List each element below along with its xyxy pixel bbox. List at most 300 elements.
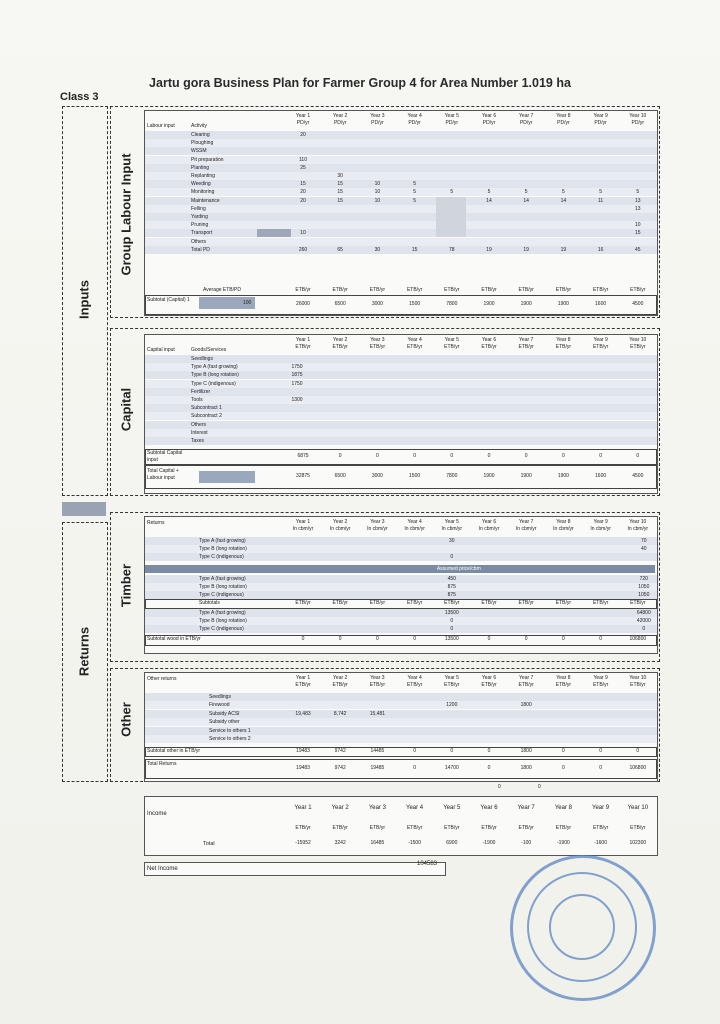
subtotal-cell: 1900 — [520, 301, 532, 307]
value-cell: 5 — [413, 197, 416, 204]
value-cell: 42000 — [636, 618, 651, 624]
subtotals-unit: ETB/yr — [444, 600, 460, 606]
subtotal-cell: 6875 — [297, 453, 309, 459]
year-header: Year 8 — [556, 675, 571, 681]
year-header: Year 10 — [629, 337, 647, 343]
unit-header: ETB/yr — [518, 825, 534, 831]
total-cell: 1600 — [595, 473, 607, 479]
year-header: Year 5 — [443, 805, 461, 811]
row-label: Tools — [191, 397, 203, 403]
other-label: Other — [118, 702, 134, 737]
table-row — [145, 147, 657, 155]
value-cell: 1875 — [291, 372, 303, 379]
value-cell: 1300 — [291, 397, 303, 403]
subtotals-unit: ETB/yr — [406, 600, 423, 606]
unit-header: ETB/yr — [369, 344, 386, 350]
avg-unit: ETB/yr — [592, 287, 609, 293]
value-cell: 19 — [523, 246, 529, 253]
subtotal-small: 100 — [243, 300, 252, 306]
subtotal-cell: 1600 — [595, 301, 607, 307]
subtotal-cell: 0 — [599, 453, 602, 459]
value-cell: 10 — [300, 230, 306, 237]
subtotal-cell: 0 — [524, 453, 528, 459]
year-header: Year 10 — [629, 113, 647, 119]
year-header: Year 5 — [444, 675, 459, 681]
avg-unit: ETB/yr — [630, 287, 646, 293]
unit-header: ETB/yr — [630, 344, 646, 350]
avg-unit: ETB/yr — [555, 287, 572, 293]
year-header: Year 4 — [407, 675, 422, 681]
total-label: Total Returns — [147, 761, 177, 767]
value-cell: 875 — [447, 592, 456, 598]
value-cell: 0 — [450, 618, 454, 624]
unit-header: ETB/yr — [406, 682, 423, 688]
other-under-1: 0 — [498, 784, 501, 790]
unit-header: ETB/yr — [295, 825, 311, 831]
subtotal-cell: 0 — [599, 748, 602, 754]
subtotal-cell: 0 — [636, 453, 640, 459]
unit-header: ETB/yr — [555, 344, 572, 350]
table-row — [145, 421, 657, 429]
subtotal-cell: 0 — [524, 636, 528, 642]
row-label: Type B (long rotation) — [199, 618, 247, 624]
value-cell: 1050 — [638, 592, 650, 598]
value-cell: 15 — [411, 246, 418, 253]
value-cell: 0 — [450, 554, 454, 560]
row-label: Subsidy other — [209, 719, 240, 726]
unit-header: ETB/yr — [518, 344, 534, 350]
subtotal-cell: 0 — [376, 636, 379, 642]
total-cell: 19483 — [296, 765, 310, 771]
row-label: Interest — [191, 429, 208, 436]
subtotal-cell: 14485 — [370, 748, 385, 754]
table-row — [145, 429, 657, 437]
value-cell: 13500 — [444, 610, 459, 616]
other-col0-header: Other returns — [147, 676, 177, 682]
subtotal-cell: 0 — [636, 748, 640, 754]
value-cell: 1050 — [638, 584, 650, 590]
subtotal-cell: 19483 — [296, 748, 310, 754]
avg-unit: ETB/yr — [369, 287, 386, 293]
timber-table — [144, 516, 658, 654]
year-header: Year 2 — [331, 805, 349, 811]
unit-header: ETB/yr — [295, 682, 311, 688]
value-cell: 720 — [639, 576, 648, 582]
value-cell: 14 — [560, 197, 567, 204]
row-label: Ploughing — [191, 140, 214, 147]
row-label: Taxes — [191, 438, 205, 444]
unit-header: PD/yr — [631, 120, 645, 126]
table-row — [145, 238, 657, 246]
unit-header: ETB/yr — [592, 682, 609, 688]
subtotal-cell: 1900 — [557, 301, 569, 307]
total-cell: 0 — [413, 765, 416, 771]
table-row — [145, 221, 657, 229]
income-col0-header: Income — [147, 811, 167, 817]
table-row — [145, 213, 657, 221]
subtotals-unit: ETB/yr — [369, 600, 386, 606]
year-header: Year 6 — [481, 113, 497, 119]
subtotal-cell: 0 — [562, 748, 565, 754]
row-label: Seedlings — [191, 356, 213, 362]
unit-header: In cbm/yr — [292, 526, 314, 532]
row-label: Type A (fast growing) — [199, 610, 246, 616]
subtotal-label: Subtotal (Capital) 1 — [147, 297, 190, 303]
subtotal-cell: 106800 — [629, 636, 647, 642]
value-cell: 5 — [413, 181, 416, 188]
value-cell: 8,742 — [333, 710, 347, 717]
table-row — [145, 388, 657, 396]
total-cell: 19485 — [370, 765, 385, 771]
unit-header: ETB/yr — [481, 344, 497, 350]
year-header: Year 3 — [368, 805, 386, 811]
year-header: Year 9 — [593, 519, 608, 525]
year-header: Year 6 — [480, 805, 498, 811]
unit-header: PD/yr — [557, 120, 570, 126]
unit-header: ETB/yr — [295, 344, 311, 350]
row-label: Pruning — [191, 222, 209, 229]
avg-unit: ETB/yr — [332, 287, 348, 293]
unit-header: ETB/yr — [332, 344, 348, 350]
year-header: Year 9 — [593, 337, 608, 343]
unit-header: PD/yr — [408, 120, 421, 126]
year-header: Year 8 — [556, 337, 571, 343]
row-label: Pit preparation — [191, 156, 224, 163]
year-header: Year 5 — [444, 113, 459, 119]
total-cell: -100 — [521, 840, 532, 846]
unit-header: ETB/yr — [444, 682, 460, 688]
net-income-label: Net Income — [147, 866, 178, 872]
year-header: Year 9 — [593, 113, 608, 119]
total-cell: 1900 — [520, 473, 532, 479]
value-cell: 14 — [523, 197, 529, 204]
value-cell: 30 — [374, 246, 381, 253]
row-label: Subsidy ACSI — [209, 710, 240, 717]
row-label: Planting — [191, 164, 210, 171]
total-cell: 102300 — [629, 840, 647, 846]
value-cell: 11 — [597, 197, 604, 204]
avg-unit: ETB/yr — [518, 287, 534, 293]
subtotals-unit: ETB/yr — [555, 600, 572, 606]
table-row — [145, 396, 657, 404]
unit-header: ETB/yr — [518, 682, 534, 688]
table-row — [145, 355, 657, 363]
avg-unit: ETB/yr — [444, 287, 460, 293]
unit-header: ETB/yr — [630, 825, 646, 831]
unit-header: ETB/yr — [630, 682, 646, 688]
total-label: Total — [203, 841, 215, 847]
year-header: Year 1 — [295, 519, 311, 525]
subtotal-cell: 26000 — [296, 301, 310, 307]
year-header: Year 6 — [481, 519, 497, 525]
value-cell: 19 — [486, 246, 492, 253]
table-row — [145, 437, 657, 445]
year-header: Year 1 — [295, 337, 311, 343]
subtotals-unit: ETB/yr — [295, 600, 311, 606]
value-cell: 15 — [337, 181, 343, 188]
unit-header: PD/yr — [519, 120, 533, 126]
value-cell: 10 — [374, 189, 381, 196]
row-label: Type C (indigenous) — [199, 592, 244, 598]
document-title: Jartu gora Business Plan for Farmer Group 4 for Area Number 1.019 ha — [149, 76, 571, 90]
year-header: Year 7 — [519, 113, 534, 119]
total-cell: 3242 — [334, 840, 346, 846]
total-cell: -1900 — [556, 840, 570, 846]
highlight-cell — [257, 229, 291, 237]
unit-header: ETB/yr — [555, 825, 572, 831]
year-header: Year 10 — [629, 519, 647, 525]
subtotal-cell: 0 — [487, 453, 491, 459]
value-cell: 1750 — [291, 364, 303, 371]
row-label: Type A (fast growing) — [199, 538, 246, 544]
row-label: Total PD — [191, 246, 210, 253]
separator-block — [62, 502, 106, 516]
total-cell: -1900 — [482, 840, 496, 846]
year-header: Year 7 — [517, 805, 535, 811]
year-header: Year 3 — [370, 337, 385, 343]
year-header: Year 5 — [444, 337, 459, 343]
row-label: WSSM — [191, 148, 207, 155]
avg-unit: ETB/yr — [406, 287, 423, 293]
value-cell: 0 — [642, 626, 646, 632]
value-cell: 5 — [562, 189, 565, 196]
year-header: Year 8 — [554, 805, 572, 811]
year-header: Year 7 — [519, 337, 534, 343]
subtotal-cell: 0 — [338, 453, 342, 459]
unit-header: ETB/yr — [332, 682, 348, 688]
value-cell: 5 — [636, 189, 640, 196]
total-cell: 6500 — [334, 473, 346, 479]
year-header: Year 9 — [592, 805, 610, 811]
total-cell: 0 — [599, 765, 602, 771]
subtotal-cell: 0 — [413, 636, 416, 642]
unit-header: PD/yr — [371, 120, 384, 126]
year-header: Year 7 — [519, 519, 534, 525]
subtotal-cell: 1500 — [409, 301, 421, 307]
value-cell: 30 — [449, 538, 455, 544]
unit-header: PD/yr — [594, 120, 607, 126]
value-cell: 15 — [300, 181, 306, 188]
subtotal-cell: 0 — [599, 636, 602, 642]
labour-col0-header: Labour input — [147, 123, 175, 129]
table-row — [145, 172, 657, 180]
total-label: Total Capital + Labour input — [147, 468, 179, 481]
unit-header: ETB/yr — [406, 344, 423, 350]
subtotal-cell: 3000 — [371, 301, 383, 307]
year-header: Year 4 — [406, 805, 424, 811]
unit-header: PD/yr — [296, 120, 310, 126]
total-cell: 3000 — [371, 473, 383, 479]
row-label: Others — [191, 421, 207, 428]
row-label: Subcontract 2 — [191, 413, 222, 420]
value-cell: 65 — [337, 246, 343, 253]
timber-col0-header: Returns — [147, 520, 165, 526]
unit-header: In cbm/yr — [367, 526, 388, 532]
unit-header: ETB/yr — [444, 344, 460, 350]
price-bar — [145, 565, 655, 573]
table-row — [145, 131, 657, 139]
row-label: Type C (indigenous) — [199, 554, 244, 560]
value-cell: 875 — [447, 584, 456, 590]
total-cell: 16485 — [370, 840, 385, 846]
value-cell: 20 — [300, 197, 306, 204]
year-header: Year 8 — [556, 113, 571, 119]
table-row — [145, 164, 657, 172]
year-header: Year 4 — [407, 519, 422, 525]
value-cell: 5 — [599, 189, 602, 196]
avg-unit: ETB/yr — [295, 287, 311, 293]
returns-label: Returns — [76, 626, 92, 677]
value-cell: 5 — [524, 189, 528, 196]
highlight-column — [436, 197, 466, 237]
value-cell: 0 — [450, 626, 454, 632]
value-cell: 5 — [487, 189, 491, 196]
value-cell: 15,481 — [369, 710, 386, 717]
subtotals-unit: ETB/yr — [481, 600, 497, 606]
unit-header: ETB/yr — [332, 825, 348, 831]
year-header: Year 1 — [295, 675, 311, 681]
total-cell: -15952 — [295, 840, 311, 846]
value-cell: 20 — [300, 132, 306, 138]
unit-header: In cbm/yr — [478, 526, 500, 532]
value-cell: 10 — [374, 197, 381, 204]
total-cell: 7800 — [446, 473, 458, 479]
year-header: Year 1 — [295, 113, 311, 119]
year-header: Year 4 — [407, 113, 422, 119]
official-stamp — [510, 855, 656, 1001]
row-label: Type C (indigenous) — [199, 626, 244, 632]
value-cell: 30 — [337, 173, 343, 179]
value-cell: 1750 — [291, 380, 303, 387]
row-label: Service to others 1 — [209, 727, 251, 734]
table-row — [145, 139, 657, 147]
total-cell: 1800 — [520, 765, 532, 771]
subtotal-label: Subtotal Capital input — [147, 450, 183, 463]
row-label: Weeding — [191, 181, 211, 188]
year-header: Year 2 — [333, 519, 348, 525]
unit-header: In cbm/yr — [515, 526, 537, 532]
subtotals-label: Subtotals — [199, 600, 220, 606]
year-header: Year 8 — [556, 519, 571, 525]
year-header: Year 10 — [627, 805, 649, 811]
other-under-2: 0 — [538, 784, 541, 790]
year-header: Year 6 — [481, 675, 497, 681]
inputs-label: Inputs — [76, 280, 92, 319]
unit-header: In cbm/yr — [329, 526, 351, 532]
subtotal-cell: 0 — [562, 453, 565, 459]
row-label: Replanting — [191, 173, 215, 179]
row-label: Felling — [191, 205, 206, 212]
subtotal-cell: 6500 — [334, 301, 346, 307]
subtotal-cell: 0 — [413, 453, 416, 459]
total-cell: -1500 — [408, 840, 421, 846]
unit-header: ETB/yr — [444, 825, 460, 831]
value-cell: 1800 — [520, 702, 532, 709]
row-label: Type C (indigenous) — [191, 380, 236, 387]
value-cell: 260 — [298, 246, 308, 253]
unit-header: In cbm/yr — [590, 526, 611, 532]
capital-label: Capital — [118, 387, 134, 432]
total-cell: 9742 — [334, 765, 346, 771]
subtotal-cell: 0 — [487, 748, 491, 754]
total-small-box — [199, 471, 255, 483]
value-cell: 40 — [641, 546, 647, 552]
net-income-value: 104583 — [417, 861, 438, 867]
unit-header: In cbm/yr — [404, 526, 425, 532]
total-cell: 14700 — [444, 765, 459, 771]
total-cell: 6900 — [446, 840, 458, 846]
value-cell: 15 — [337, 189, 343, 196]
year-header: Year 10 — [629, 675, 647, 681]
year-header: Year 6 — [481, 337, 497, 343]
total-cell: 0 — [487, 765, 491, 771]
year-header: Year 2 — [333, 337, 348, 343]
labour-label: Group Labour Input — [118, 153, 134, 276]
unit-header: ETB/yr — [369, 682, 386, 688]
year-header: Year 4 — [407, 337, 422, 343]
year-header: Year 7 — [519, 675, 534, 681]
subtotal-cell: 7800 — [446, 301, 458, 307]
value-cell: 25 — [300, 164, 306, 171]
capital-col0-header: Capital input — [147, 347, 175, 353]
row-label: Yarding — [191, 214, 208, 220]
year-header: Year 3 — [370, 519, 385, 525]
row-label: Subcontract 1 — [191, 405, 222, 412]
value-cell: 45 — [635, 246, 641, 253]
value-cell: 1200 — [446, 702, 458, 709]
avg-unit: ETB/yr — [481, 287, 497, 293]
value-cell: 19,483 — [295, 710, 311, 717]
subtotals-unit: ETB/yr — [630, 600, 646, 606]
row-label: Clearing — [191, 132, 210, 138]
unit-header: PD/yr — [333, 120, 347, 126]
value-cell: 13 — [635, 205, 641, 212]
avg-label: Average ETB/PD — [203, 287, 241, 293]
labour-col1-header: Activity — [191, 123, 207, 129]
year-header: Year 3 — [370, 675, 385, 681]
year-header: Year 2 — [333, 113, 348, 119]
total-cell: 106800 — [629, 765, 647, 771]
price-bar-label: Assumed price/cbm — [436, 566, 481, 572]
value-cell: 20 — [300, 189, 306, 196]
row-label: Transport — [191, 230, 213, 237]
total-cell: 4500 — [632, 473, 644, 479]
subtotal-cell: 0 — [562, 636, 565, 642]
subtotals-unit: ETB/yr — [332, 600, 348, 606]
value-cell: 15 — [337, 197, 343, 204]
row-label: Firewood — [209, 702, 230, 709]
value-cell: 5 — [413, 189, 416, 196]
table-row — [145, 205, 657, 213]
value-cell: 15 — [635, 230, 641, 237]
subtotal-cell: 0 — [301, 636, 305, 642]
value-cell: 19 — [560, 246, 567, 253]
value-cell: 70 — [641, 538, 647, 544]
timber-label: Timber — [118, 563, 134, 608]
value-cell: 450 — [447, 576, 456, 582]
subtotal-cell: 0 — [487, 636, 491, 642]
unit-header: ETB/yr — [481, 682, 497, 688]
value-cell: 110 — [299, 156, 307, 163]
year-header: Year 9 — [593, 675, 608, 681]
value-cell: 14 — [486, 197, 492, 204]
subtotals-unit: ETB/yr — [518, 600, 534, 606]
row-label: Type B (long rotation) — [199, 584, 247, 590]
row-label: Monitoring — [191, 189, 215, 196]
subtotal-label: Subtotal wood in ETB/yr — [147, 636, 201, 642]
unit-header: In cbm/yr — [553, 526, 574, 532]
unit-header: ETB/yr — [369, 825, 386, 831]
